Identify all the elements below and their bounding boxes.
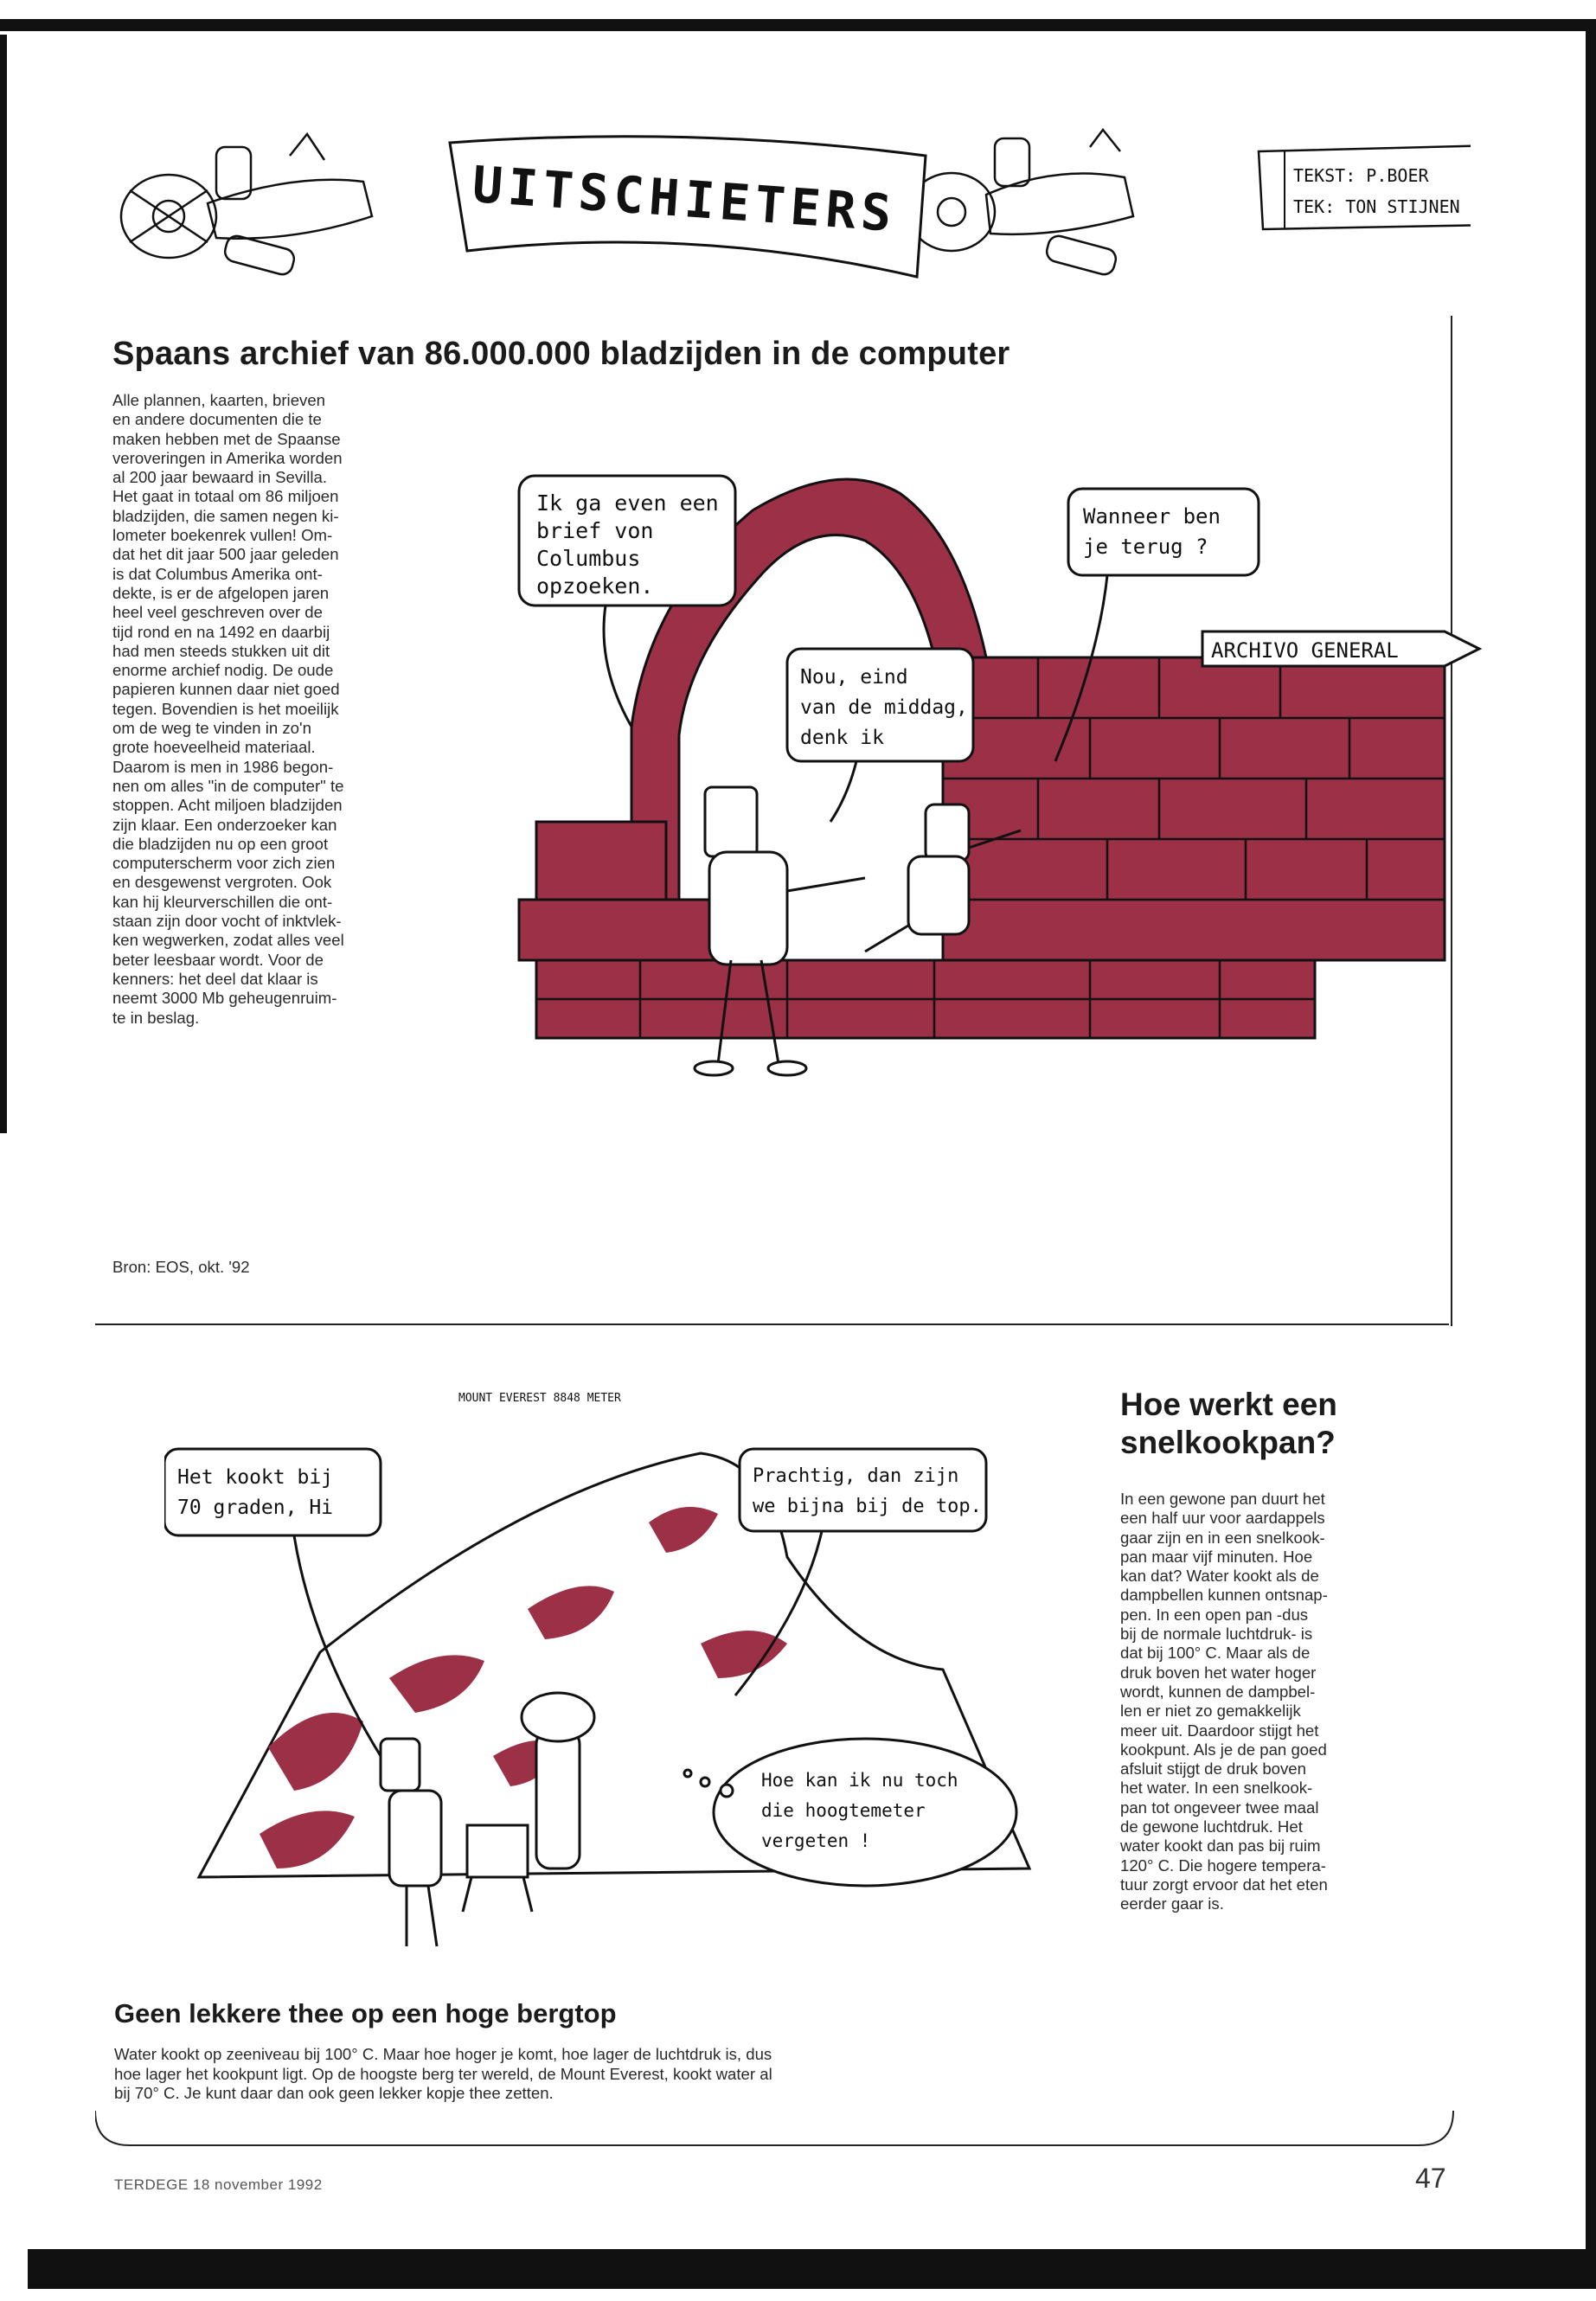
bubble3-line2: van de middag, xyxy=(800,696,968,719)
top-border xyxy=(0,19,1596,31)
archive-sign xyxy=(1202,631,1479,666)
archive-cartoon xyxy=(502,441,1488,1116)
stove-pot xyxy=(463,1825,532,1912)
everest-cartoon xyxy=(164,1384,1081,1990)
credit-text: TEKST: P.BOER xyxy=(1293,165,1429,186)
right-border xyxy=(1586,19,1596,2268)
article1-body: Alle plannen, kaarten, brieven en andere documenten die te maken hebben met de Spaanse veroveringen in Amerika worden al 200 jaar bewaard in Sevilla. Het gaat in totaal om 86 miljoen bladzijden, die samen negen ki- lometer boekenrek vullen! Om- dat het dit jaar 500 jaar geleden is dat Columbus Amerika ont- dekte, is er de afgelopen jaren heel veel geschreven over de tijd rond en na 1492 en daarbij had men steeds stukken uit dit enorme archief nodig. De oude papieren kunnen daar niet goed tegen. Bovendien is het moeilijk om de weg te vinden in zo'n grote hoeveelheid materiaal. Daarom is men in 1986 begon- nen om alles "in de computer" te stoppen. Acht miljoen bladzijden zijn klaar. Een onderzoeker kan die bladzijden nu op een groot computerscherm voor zich zien en desgewenst vergroten. Ook kan hij kleurverschillen die ont- staan zijn door vocht of inktvlek- ken wegwerken, zodat alles veel beter leesbaar wordt. Voor de kenners: het deel dat klaar is neemt 3000 Mb geheugenruim- te in beslag. xyxy=(112,391,344,1027)
bubble3-line3: denk ik xyxy=(800,727,884,749)
article2-headline: Geen lekkere thee op een hoge bergtop xyxy=(114,1998,617,2029)
bubble1-line1: Ik ga even een xyxy=(536,490,719,516)
bubble4-line2: 70 graden, Hi xyxy=(177,1497,334,1519)
bottom-border xyxy=(28,2249,1596,2289)
article1-source: Bron: EOS, okt. '92 xyxy=(112,1258,250,1276)
bubble3-line1: Nou, eind xyxy=(800,666,908,689)
left-airplane-drawing xyxy=(121,134,372,277)
bubble1-line3: Columbus xyxy=(536,546,641,571)
article1-headline: Spaans archief van 86.000.000 bladzijden in de computer xyxy=(112,336,1010,372)
everest-caption: MOUNT EVEREST 8848 METER xyxy=(458,1392,621,1405)
article2-body: Water kookt op zeeniveau bij 100° C. Maar hoe hoger je komt, hoe lager de luchtdruk is, dus hoe lager het kookpunt ligt. Op de hoogste berg ter wereld, de Mount Everest, kookt water al bij 70° C. Je kunt daar dan ook geen lekker kopje thee zetten. xyxy=(114,2045,772,2102)
bubble6-line1: Hoe kan ik nu toch xyxy=(761,1770,958,1791)
bubble5-line1: Prachtig, dan zijn xyxy=(753,1465,959,1487)
svg-text:ARCHIVO GENERAL: ARCHIVO GENERAL xyxy=(1211,638,1399,663)
bubble1-line4: opzoeken. xyxy=(536,574,654,599)
banner-title: UITSCHIETERS xyxy=(470,155,899,244)
right-airplane-drawing xyxy=(908,130,1133,277)
bubble1-line2: brief von xyxy=(536,518,654,543)
bubble6-line3: vergeten ! xyxy=(761,1830,871,1851)
section-divider xyxy=(95,1324,1449,1325)
bubble4-line1: Het kookt bij xyxy=(177,1466,334,1489)
bubble2-line2: je terug ? xyxy=(1083,535,1208,559)
scan-edge xyxy=(0,35,7,1133)
banner-illustration xyxy=(87,121,1471,333)
sidebar-body: In een gewone pan duurt het een half uur voor aardappels gaar zijn en in een snelkook- pan maar vijf minuten. Hoe kan dat? Water kookt als de dampbellen kunnen ontsnap- pen. In een open pan -dus bij de normale luchtdruk- is dat bij 100° C. Maar als de druk boven het water hoger wordt, kunnen de dampbel- len er niet zo gemakkelijk meer uit. Daardoor stijgt het kookpunt. Als je de pan goed afsluit stijgt de druk boven het water. In een snelkook- pan tot ongeveer twee maal de gewone luchtdruk. Het water kookt dan pas bij ruim 120° C. Die hogere tempera- tuur zorgt ervoor dat het eten eerder gaar is. xyxy=(1120,1490,1328,1913)
bubble5-line2: we bijna bij de top. xyxy=(753,1496,982,1517)
bottom-frame-curve xyxy=(95,2111,1462,2163)
credit-drawing: TEK: TON STIJNEN xyxy=(1293,196,1460,217)
sidebar-headline: Hoe werkt een snelkookpan? xyxy=(1120,1387,1337,1460)
footer-publication: TERDEGE 18 november 1992 xyxy=(114,2176,323,2193)
page-number: 47 xyxy=(1415,2163,1446,2194)
bubble6-line2: die hoogtemeter xyxy=(761,1800,926,1821)
bubble2-line1: Wanneer ben xyxy=(1083,504,1221,529)
